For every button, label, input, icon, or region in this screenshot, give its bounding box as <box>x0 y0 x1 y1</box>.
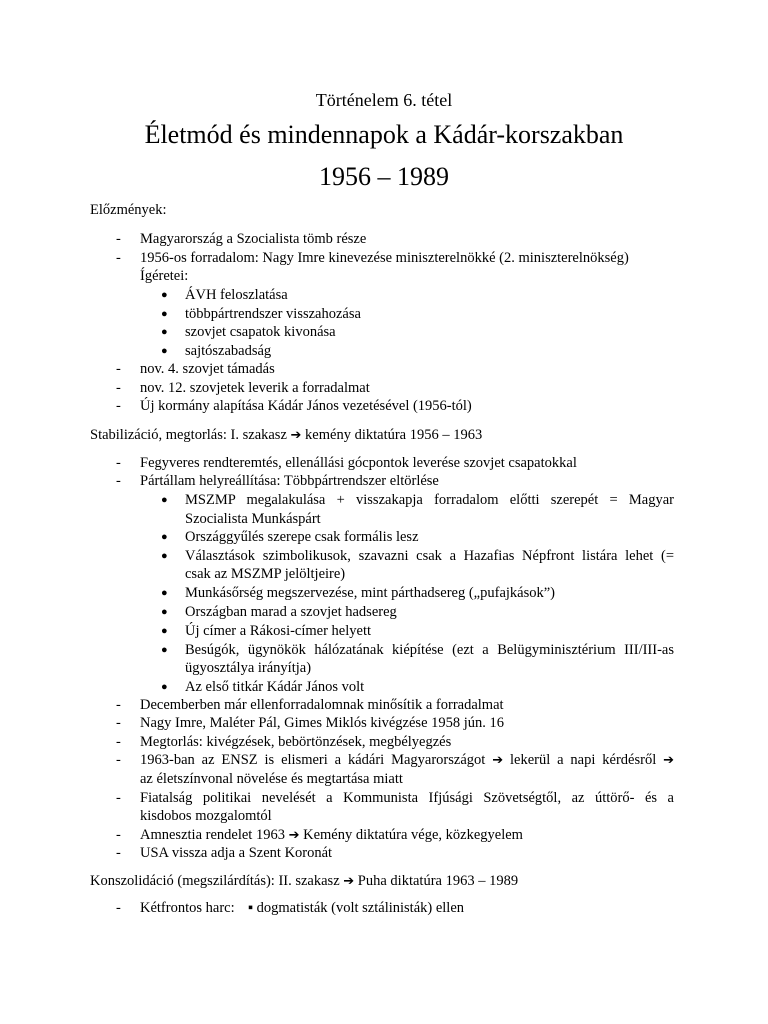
bullet-marker: ● <box>161 531 168 543</box>
item-text: lekerül a napi kérdésről <box>509 752 657 768</box>
section-heading-stabilizacio <box>90 426 482 445</box>
list-item: Pártállam helyreállítása: Többpártrendszer eltörlése <box>140 473 439 489</box>
list-item: Szocialista Munkáspárt <box>185 511 321 527</box>
list-item: 1956-os forradalom: Nagy Imre kinevezése miniszterelnökké (2. miniszterelnökség) <box>140 250 629 266</box>
list-item: ÁVH feloszlatása <box>185 287 288 303</box>
document-years: 1956 – 1989 <box>319 162 449 191</box>
item-text: Kétfrontos harc: <box>140 900 235 916</box>
heading-text: Konszolidáció (megszilárdítás): II. szakasz <box>90 873 340 889</box>
document-title: Életmód és mindennapok a Kádár-korszakban <box>144 120 624 149</box>
dash-marker: - <box>116 380 121 396</box>
item-text: dogmatisták (volt sztálinisták) ellen <box>256 900 465 916</box>
square-bullet-icon: ▪ <box>247 900 254 916</box>
dash-marker: - <box>116 398 121 414</box>
list-item: az életszínvonal növelése és megtartása miatt <box>140 771 403 787</box>
bullet-marker: ● <box>161 606 168 618</box>
bullet-marker: ● <box>161 625 168 637</box>
list-item <box>140 751 674 770</box>
arrow-icon: ➔ <box>663 753 675 768</box>
bullet-marker: ● <box>161 308 168 320</box>
list-item: Decemberben már ellenforradalomnak minősítik a forradalmat <box>140 697 504 713</box>
dash-marker: - <box>116 845 121 861</box>
list-item: Nagy Imre, Maléter Pál, Gimes Miklós kivégzése 1958 jún. 16 <box>140 715 505 731</box>
list-item: MSZMP megalakulása + visszakapja forradalom előtti szerepét = Magyar <box>185 492 674 508</box>
heading-text: kemény diktatúra 1956 – 1963 <box>305 427 483 443</box>
arrow-icon: ➔ <box>290 428 302 443</box>
list-item: kisdobos mozgalomtól <box>140 808 272 824</box>
list-item: Új címer a Rákosi-címer helyett <box>185 623 372 639</box>
dash-marker: - <box>116 790 121 806</box>
dash-marker: - <box>116 473 121 489</box>
list-item: Új kormány alapítása Kádár János vezetésével (1956-tól) <box>140 398 472 414</box>
dash-marker: - <box>116 697 121 713</box>
list-item <box>140 899 464 918</box>
item-text: 1963-ban az ENSZ is elismeri a kádári Magyarországot <box>140 752 486 768</box>
dash-marker: - <box>116 361 121 377</box>
bullet-marker: ● <box>161 681 168 693</box>
list-item <box>140 826 523 845</box>
item-text: Kemény diktatúra vége, közkegyelem <box>303 827 523 843</box>
list-item: Fiatalság politikai nevelését a Kommunista Ifjúsági Szövetségtől, az úttörő- és a <box>140 790 674 806</box>
list-item: Megtorlás: kivégzések, bebörtönzések, megbélyegzés <box>140 734 452 750</box>
section-heading-konszolidacio <box>90 872 518 891</box>
dash-marker: - <box>116 715 121 731</box>
dash-marker: - <box>116 827 121 843</box>
item-text: Amnesztia rendelet 1963 <box>140 827 285 843</box>
section-heading-elozmenyek: Előzmények: <box>90 202 167 218</box>
list-item: többpártrendszer visszahozása <box>185 306 361 322</box>
list-item: ügyosztálya irányítja) <box>185 660 312 676</box>
list-item: nov. 12. szovjetek leverik a forradalmat <box>140 380 370 396</box>
bullet-marker: ● <box>161 550 168 562</box>
list-item: Választások szimbolikusok, szavazni csak a Hazafias Népfront listára lehet (= <box>185 548 674 564</box>
arrow-icon: ➔ <box>288 828 300 843</box>
list-item: Ígéretei: <box>140 268 189 284</box>
list-item: Fegyveres rendteremtés, ellenállási gócpontok leverése szovjet csapatokkal <box>140 455 577 471</box>
dash-marker: - <box>116 455 121 471</box>
document-subtitle: Történelem 6. tétel <box>315 90 453 110</box>
dash-marker: - <box>116 250 121 266</box>
bullet-marker: ● <box>161 326 168 338</box>
list-item: Az első titkár Kádár János volt <box>185 679 365 695</box>
bullet-marker: ● <box>161 644 168 656</box>
list-item: szovjet csapatok kivonása <box>185 324 336 340</box>
dash-marker: - <box>116 231 121 247</box>
bullet-marker: ● <box>161 494 168 506</box>
dash-marker: - <box>116 752 121 768</box>
list-item: sajtószabadság <box>185 343 272 359</box>
heading-text: Stabilizáció, megtorlás: I. szakasz <box>90 427 287 443</box>
arrow-icon: ➔ <box>492 753 504 768</box>
dash-marker: - <box>116 734 121 750</box>
arrow-icon: ➔ <box>343 874 355 889</box>
list-item: Besúgók, ügynökök hálózatának kiépítése (ezt a Belügyminisztérium III/III-as <box>185 642 674 658</box>
list-item: Magyarország a Szocialista tömb része <box>140 231 367 247</box>
dash-marker: - <box>116 900 121 916</box>
list-item: Munkásőrség megszervezése, mint párthadsereg („pufajkások”) <box>185 585 556 601</box>
heading-text: Puha diktatúra 1963 – 1989 <box>357 873 519 889</box>
bullet-marker: ● <box>161 587 168 599</box>
list-item: Országban marad a szovjet hadsereg <box>185 604 397 620</box>
list-item: nov. 4. szovjet támadás <box>140 361 275 377</box>
bullet-marker: ● <box>161 289 168 301</box>
list-item: USA vissza adja a Szent Koronát <box>140 845 333 861</box>
bullet-marker: ● <box>161 345 168 357</box>
list-item: Országgyűlés szerepe csak formális lesz <box>185 529 419 545</box>
list-item: csak az MSZMP jelöltjeire) <box>185 566 346 582</box>
